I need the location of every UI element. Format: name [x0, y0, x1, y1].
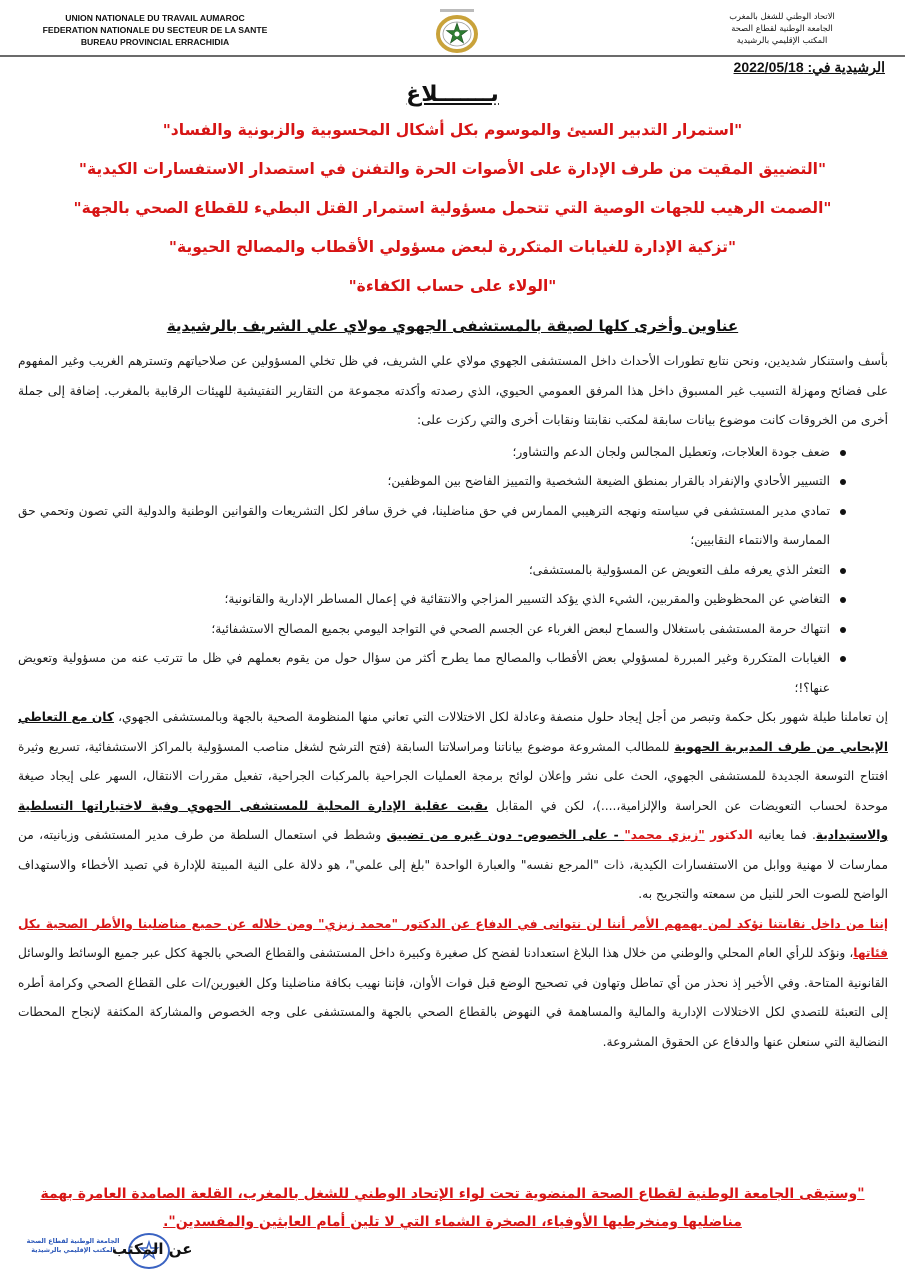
letterhead-french-line: UNION NATIONALE DU TRAVAIL AUMAROC [65, 13, 245, 23]
stamp-line: الجامعة الوطنية لقطاع الصحة [26, 1237, 120, 1245]
list-item [18, 644, 888, 703]
grievance-list [18, 438, 888, 704]
bullet-icon [840, 656, 846, 662]
closing-line: مناضليها ومنخرطيها الأوفياء، الصخرة الشماء التي لا تلين أمام العابثين والمفسدين". [163, 1214, 742, 1230]
paragraph-text: للمطالب المشروعة موضوع بياناتنا ومراسلاتنا السابقة (فتح الترشح لشغل مناصب المسؤولية بالمراكز الاستشفائية، تسريع وثيرة افتتاح التوسعة الجديدة للمستشفى الجهوي، الحث على نشر وإعلان لوائح برمجة العمليات الجراحية بالمركبات الجراحية، تفعيل مقررات الانتقال، السهر على إيجاد صيغة موحدة لحساب التعويضات عن الحراسة والإلزامية،....)، لكن في المقابل [18, 739, 888, 813]
list-item-text: التسيير الأحادي والإنفراد بالقرار بمنطق الضيعة الشخصية والتمييز الفاضح بين الموظفين؛ [387, 474, 830, 488]
emphasis-specifically: - على الخصوص- دون غيره من تضييق [386, 828, 625, 842]
bullet-icon [840, 627, 846, 633]
list-item [18, 585, 888, 615]
doctor-title: الدكتور [710, 828, 753, 842]
headline: "استمرار التدبير السيئ والموسوم بكل أشكال المحسوبية والزبونية والفساد" [162, 121, 743, 139]
list-item [18, 467, 888, 497]
document-body [18, 347, 888, 1057]
headline: "تزكية الإدارة للغيابات المتكررة لبعض مسؤولي الأقطاب والمصالح الحيوية" [168, 238, 737, 256]
list-item [18, 438, 888, 468]
bullet-icon [840, 450, 846, 456]
letterhead-arabic [697, 10, 867, 46]
bullet-icon [840, 597, 846, 603]
bullet-icon [840, 479, 846, 485]
list-item [18, 615, 888, 645]
bullet-icon [840, 509, 846, 515]
header-divider [0, 55, 905, 57]
letterhead-french-line: FEDERATION NATIONALE DU SECTEUR DE LA SANTE [42, 25, 268, 35]
list-item-text: التغاضي عن المحظوظين والمقربين، الشيء الذي يؤكد التسيير المزاجي والانتقائية في إعمال المساطر الإدارية والقانونية؛ [224, 592, 830, 606]
list-item-text: ضعف جودة العلاجات، وتعطيل المجالس ولجان الدعم والتشاور؛ [512, 444, 830, 459]
paragraph-text: ، ونؤكد للرأي العام المحلي والوطني من خلال هذا البلاغ استعدادنا لفضح كل صغيرة وكبيرة داخل المستشفى والقطاع الصحي بالجهة ككل عبر جميع الوسائط والوسائل القانونية المتاحة. وفي الأخير إذ نحذر من أي تماطل وتهاون في تصحيح الوضع قبل فوات الأوان، فإننا نهيب بكافة مناضلينا وكل الغيورين/ات على القطاع الصحي وكرامة أطره إلى التعبئة للتصدي لكل الاختلالات الإدارية والمالية والمساهمة في النهوض بالقطاع الصحي بالجهة والمستشفى على وجه الخصوص والمشاركة المكثفة لإنجاح المحطات النضالية التي سنعلن عنها والدفاع عن الحقوق المشروعة. [18, 946, 888, 1049]
list-item-text: انتهاك حرمة المستشفى باستغلال والسماح لبعض الغرباء عن الجسم الصحي في التواجد اليومي بجميع المصالح الاستشفائية؛ [211, 621, 830, 636]
list-item [18, 556, 888, 586]
letterhead-french [40, 12, 270, 48]
emphasis-local-administration: بقيت عقلية الإدارة المحلية للمستشفى الجهوي وفية لاختياراتها التسلطية والاستبدادية [18, 798, 889, 842]
doctor-name: "زيزي محمد" [624, 828, 705, 842]
paragraph-text: إن تعاملنا طيلة شهور بكل حكمة وتبصر من أجل إيجاد حلول منصفة وعادلة لكل الاختلالات التي تعاني منها المنظومة الصحية بالجهة وبالمستشفى الجهوي، [113, 710, 888, 724]
letterhead-arabic-line: الجامعة الوطنية لقطاع الصحة [731, 23, 833, 33]
list-item-text: الغيابات المتكررة وغير المبررة لمسؤولي بعض الأقطاب والمصالح مما يطرح أكثر من سؤال حول من يقوم بعملهم في ظل ما تترتب عنه من مسؤولية وتعويض عنها؟!؛ [18, 651, 830, 695]
stamp-line: المكتب الإقليمي بالرشيدية [31, 1246, 115, 1254]
list-item-text: تمادي مدير المستشفى في سياسته ونهجه الترهيبي الممارس في حق مناضلينا، في خرق سافر لكل التشريعات والقوانين الوطنية والدولية التي تصون وتحمي حق الممارسة والانتماء النقابيين؛ [18, 503, 830, 547]
intro-paragraph: بأسف واستنكار شديدين، ونحن نتابع تطورات الأحداث داخل المستشفى الجهوي مولاي علي الشريف، في ظل تخلي المسؤولين عن صلاحياتهم وتسترهم الغريب وغير المفهوم على فضائح ومهزلة التسيب غير المسبوق داخل هذا المرفق العمومي الحيوي، الذي رصدته وأكدته مجموعة من التقارير التفتيشية للهيئات الرقابية بالمغرب. إضافة إلى جملة أخرى من الخروقات كانت موضوع بيانات سابقة لمكتب نقابتنا ونقابات أخرى والتي ركزت على: [18, 354, 888, 427]
headline: "الصمت الرهيب للجهات الوصية التي تتحمل مسؤولية استمرار القتل البطيء للقطاع الصحي بالجهة" [73, 199, 832, 217]
letterhead-arabic-line: الاتحاد الوطني للشغل بالمغرب [729, 11, 835, 21]
paragraph-hospital-situation [18, 703, 888, 910]
list-item [18, 497, 888, 556]
paragraph-union-statement [18, 910, 888, 1058]
bullet-icon [840, 568, 846, 574]
subheading: عناوين وأخرى كلها لصيقة بالمستشفى الجهوي مولاي علي الشريف بالرشيدية [166, 317, 739, 335]
union-defense-statement: إننا من داخل نقابتنا نؤكد لمن يهمهم الأمر أننا لن نتوانى في الدفاع عن الدكتور "محمد زيزي" ومن خلاله عن جميع مناضلينا والأطر الصحية بكل فئاتها [18, 916, 888, 960]
date-line: الرشيدية في: 2022/05/18 [733, 59, 885, 75]
document-title: بـــــــلاغ [406, 82, 499, 107]
logo-star-center [455, 32, 460, 37]
closing-line: "وستبقى الجامعة الوطنية لقطاع الصحة المنضوية تحت لواء الإتحاد الوطني للشغل بالمغرب، القلعة الصامدة العامرة بهمة [40, 1186, 865, 1202]
letterhead [0, 0, 905, 56]
stamp-text [20, 1237, 126, 1255]
emphasis-positive-engagement: كان مع التعاطي الإيجابي من طرف المديرية الجهوية [18, 710, 888, 754]
letterhead-french-line: BUREAU PROVINCIAL ERRACHIDIA [80, 37, 230, 47]
logo-banner-text [440, 9, 474, 12]
paragraph-text: . فما يعانيه [752, 828, 816, 842]
headline: "التضييق المقيت من طرف الإدارة على الأصوات الحرة والتفنن في استصدار الاستفسارات الكيدية" [78, 160, 827, 178]
letterhead-arabic-line: المكتب الإقليمي بالرشيدية [736, 35, 828, 45]
union-logo-icon [432, 8, 482, 56]
headline: "الولاء على حساب الكفاءة" [348, 277, 557, 295]
signature-line: عن المكتب [112, 1240, 193, 1258]
paragraph-text: وشطط في استعمال السلطة من طرف مدير المستشفى وزبانيته، من ممارسات لا مهنية ووابل من الاستفسارات الكيدية، ذات "المرجع نفسه" والعبارة الواحدة "بلغ إلى علمي"، هو دلالة على النية المبيتة للإدارة في تصيد الأخطاء والاستهداف الواضح للصوت الحر للنيل من سمعته والتجريح به. [18, 828, 888, 901]
list-item-text: التعثر الذي يعرفه ملف التعويض عن المسؤولية بالمستشفى؛ [528, 562, 830, 577]
